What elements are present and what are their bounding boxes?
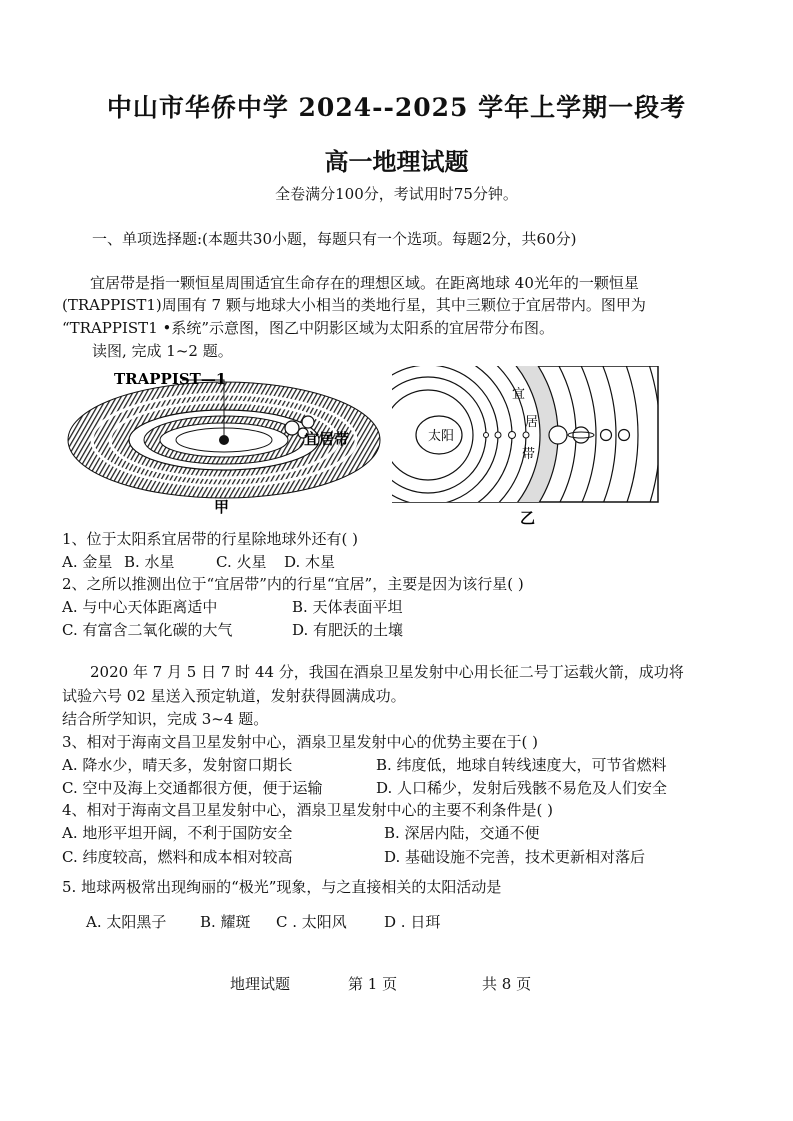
planet-icon [495, 432, 501, 438]
q4-option-b: B. 深居内陆，交通不便 [384, 824, 540, 842]
q1-option-d: D. 木星 [284, 553, 336, 571]
q5-option-c: C . 太阳风 [276, 913, 347, 931]
q2-option-c: C. 有富含二氧化碳的大气 [62, 621, 233, 639]
passage2-line1: 2020 年 7 月 5 日 7 时 44 分，我国在酒泉卫星发射中心用长征二号丁运载火箭，成功将 [90, 663, 684, 681]
figure-b-caption: 乙 [520, 509, 536, 526]
q4-option-d: D. 基础设施不完善，技术更新相对落后 [384, 848, 646, 866]
footer-subject: 地理试题 [230, 975, 291, 993]
q1-option-c: C. 火星 [216, 553, 267, 571]
q3-option-d: D. 人口稀少，发射后残骸不易危及人们安全 [376, 779, 668, 797]
q5-option-b: B. 耀斑 [200, 913, 251, 931]
planet-icon [601, 430, 612, 441]
q3-option-a: A. 降水少，晴天多，发射窗口期长 [62, 756, 293, 774]
question-1-stem: 1、位于太阳系宜居带的行星除地球外还有( ) [62, 530, 359, 548]
q2-option-d: D. 有肥沃的土壤 [292, 621, 404, 639]
figure-a-trappist-system [62, 362, 382, 520]
planet-icon [549, 426, 567, 444]
sun-label: 太阳 [428, 429, 455, 444]
exam-title: 中山市华侨中学 2024--2025 学年上学期一段考 [106, 93, 687, 122]
passage1-line2: (TRAPPIST1)周围有 7 颗与地球大小相当的类地行星，其中三颗位于宜居带内。图甲为 [62, 296, 646, 314]
question-2-stem: 2、之所以推测出位于“宜居带”内的行星“宜居”，主要是因为该行星( ) [62, 575, 524, 593]
footer-page-number: 第 1 页 [348, 975, 398, 993]
trappist-label: TRAPPIST—1 [114, 370, 227, 388]
q5-option-d: D . 日珥 [384, 913, 441, 931]
planet-icon [302, 416, 314, 428]
q5-option-a: A. 太阳黑子 [86, 913, 167, 931]
passage2-line2: 试验六号 02 星送入预定轨道，发射获得圆满成功。 [62, 687, 406, 705]
planet-icon [523, 432, 529, 438]
figure-b-solar-habitable-zone [392, 366, 664, 526]
question-5-stem: 5. 地球两极常出现绚丽的“极光”现象，与之直接相关的太阳活动是 [62, 878, 502, 896]
zone-char-3: 带 [522, 447, 536, 462]
passage1-line1: 宜居带是指一颗恒星周围适宜生命存在的理想区域。在距离地球 40光年的一颗恒星 [90, 274, 639, 292]
footer-total-pages: 共 8 页 [482, 975, 532, 993]
planet-icon [484, 433, 489, 438]
q4-option-a: A. 地形平坦开阔，不利于国防安全 [62, 824, 293, 842]
zone-char-2: 居 [525, 415, 539, 430]
q1-option-b: B. 水星 [124, 553, 175, 571]
question-3-stem: 3、相对于海南文昌卫星发射中心，酒泉卫星发射中心的优势主要在于( ) [62, 733, 539, 751]
planet-icon [285, 421, 299, 435]
q2-option-b: B. 天体表面平坦 [292, 598, 403, 616]
saturn-icon [573, 427, 589, 443]
zone-char-1: 宜 [512, 387, 526, 402]
q2-option-a: A. 与中心天体距离适中 [62, 598, 218, 616]
q3-option-b: B. 纬度低，地球自转线速度大，可节省燃料 [376, 756, 667, 774]
question-4-stem: 4、相对于海南文昌卫星发射中心，酒泉卫星发射中心的主要不利条件是( ) [62, 801, 554, 819]
q3-option-c: C. 空中及海上交通都很方便，便于运输 [62, 779, 323, 797]
figure-a-caption: 甲 [214, 498, 230, 516]
section-heading: 一、单项选择题:(本题共30小题，每题只有一个选项。每题2分，共60分) [92, 230, 577, 248]
planet-icon [619, 430, 630, 441]
q1-option-a: A. 金星 [62, 553, 113, 571]
passage2-line3: 结合所学知识，完成 3~4 题。 [62, 710, 269, 728]
passage1-line3: “TRAPPIST1 •系统”示意图，图乙中阴影区域为太阳系的宜居带分布图。 [62, 319, 555, 337]
planet-icon [509, 432, 516, 439]
exam-note: 全卷满分100分，考试用时75分钟。 [275, 185, 518, 203]
habitable-zone-label: 宜居带 [304, 430, 350, 448]
q4-option-c: C. 纬度较高，燃料和成本相对较高 [62, 848, 293, 866]
exam-subtitle: 高一地理试题 [324, 147, 469, 176]
trappist-star-icon [219, 435, 229, 445]
passage1-line4: 读图, 完成 1~2 题。 [92, 342, 233, 360]
